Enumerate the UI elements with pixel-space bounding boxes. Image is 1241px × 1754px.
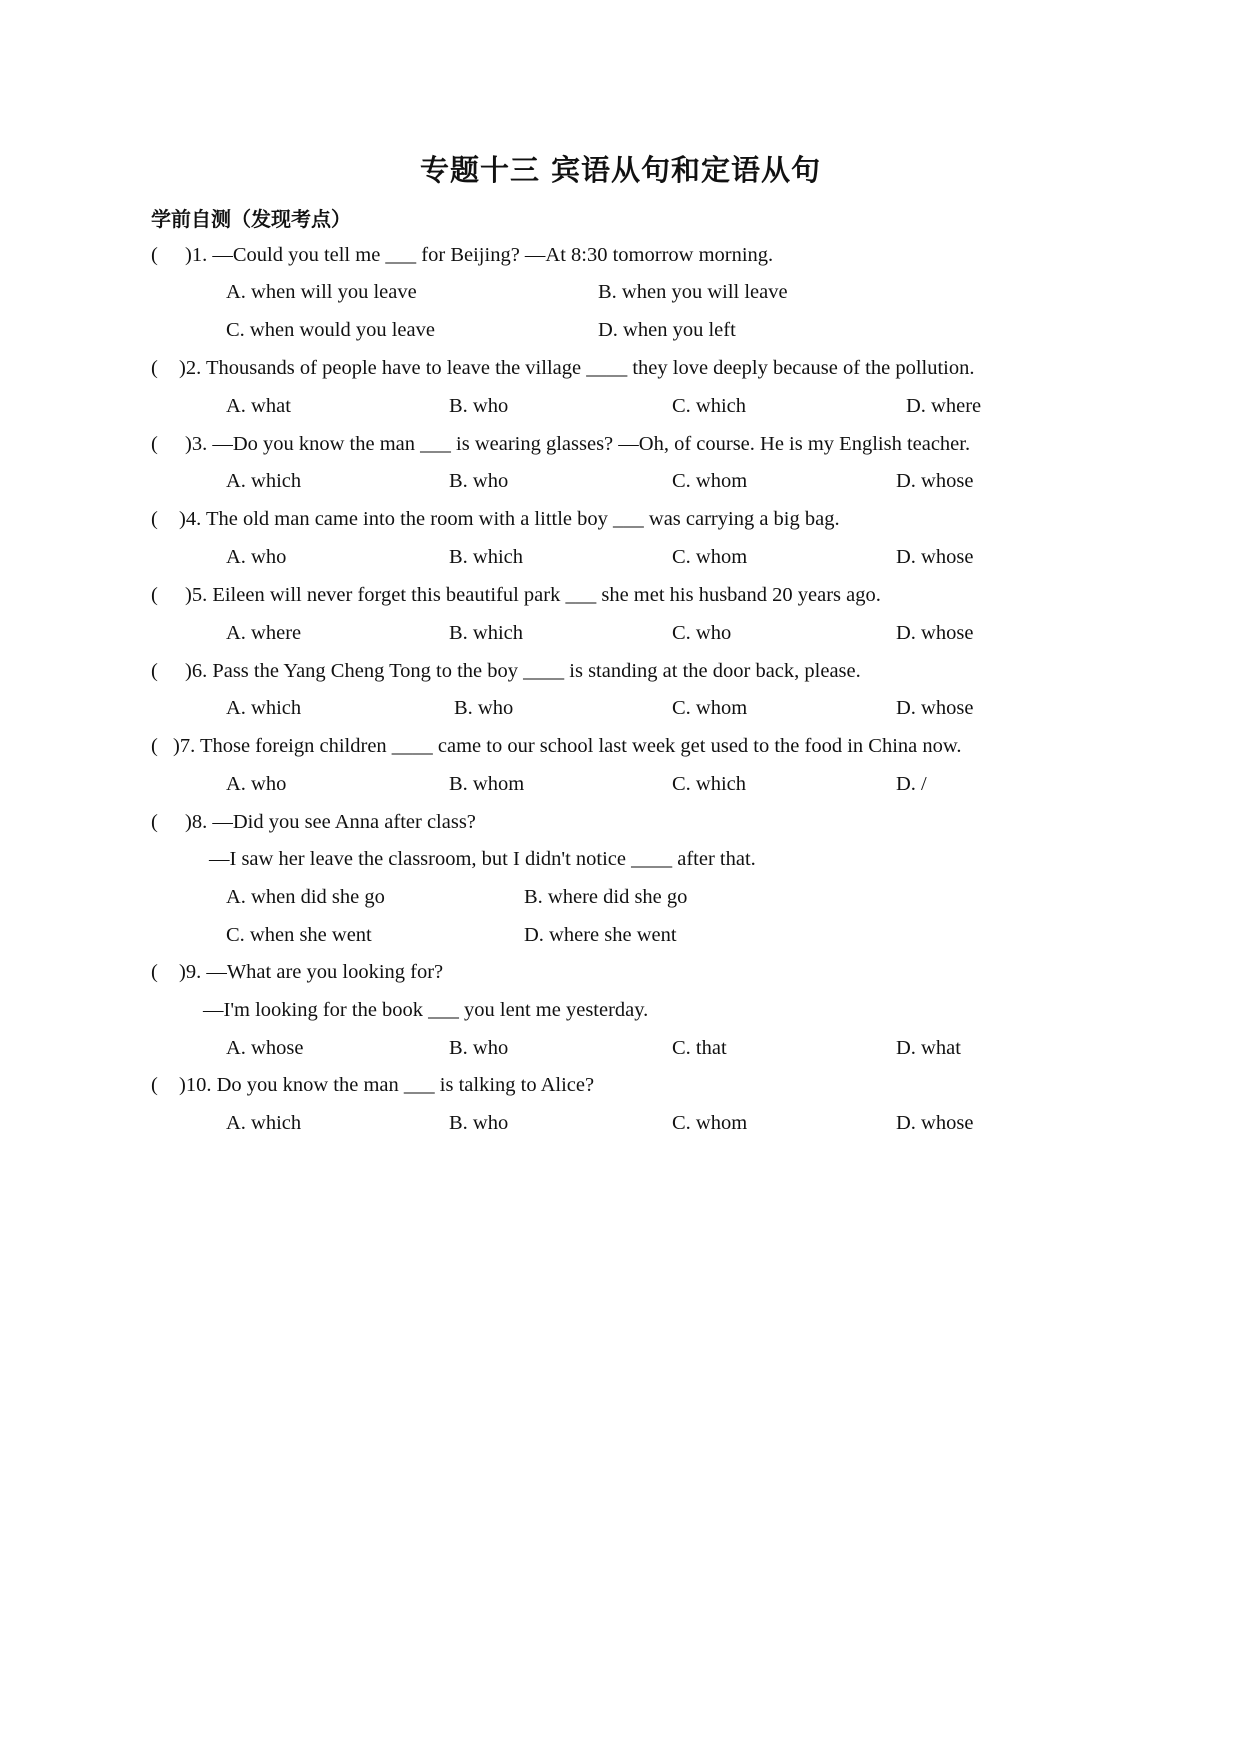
question-stem: )10. Do you know the man ___ is talking to Alice? [179,1074,595,1096]
option-d: D. whose [896,622,974,644]
option-a: A. when did she go [226,886,385,908]
question-stem: )3. —Do you know the man ___ is wearing glasses? —Oh, of course. He is my English teacher. [185,433,971,455]
question-7 [151,734,962,758]
option-d: D. / [896,773,927,795]
question-stem: )1. —Could you tell me ___ for Beijing? —At 8:30 tomorrow morning. [185,244,774,266]
question-stem: )8. —Did you see Anna after class? [185,811,476,833]
question-4 [151,507,840,531]
answer-blank[interactable]: ( [151,508,158,530]
answer-blank[interactable]: ( [151,244,158,266]
answer-blank[interactable]: ( [151,1074,158,1096]
option-b: B. who [449,1112,509,1134]
question-5 [151,583,881,607]
option-a: A. who [226,773,287,795]
option-b: B. whom [449,773,525,795]
answer-blank[interactable]: ( [151,961,158,983]
page-title: 专题十三 宾语从句和定语从句 [419,153,822,187]
option-a: A. what [226,395,291,417]
question-stem: )2. Thousands of people have to leave the village ____ they love deeply because of the pollution. [179,357,975,379]
question-stem: )7. Those foreign children ____ came to our school last week get used to the food in China now. [173,735,962,757]
option-a: A. when will you leave [226,281,417,303]
option-c: C. when she went [226,924,372,946]
option-b: B. who [449,395,509,417]
option-c: C. who [672,622,732,644]
option-a: A. which [226,697,302,719]
option-d: D. where she went [524,924,677,946]
question-10 [151,1073,594,1097]
option-b: B. who [454,697,514,719]
option-b: B. where did she go [524,886,688,908]
option-d: D. where [906,395,982,417]
option-b: B. which [449,546,524,568]
option-a: A. who [226,546,287,568]
question-stem: )6. Pass the Yang Cheng Tong to the boy ____ is standing at the door back, please. [185,660,861,682]
option-b: B. when you will leave [598,281,788,303]
option-d: D. when you left [598,319,736,341]
option-c: C. when would you leave [226,319,435,341]
question-9-reply: —I'm looking for the book ___ you lent me yesterday. [203,999,649,1021]
question-stem: )9. —What are you looking for? [179,961,444,983]
option-d: D. whose [896,1112,974,1134]
option-c: C. whom [672,697,748,719]
question-1 [151,243,773,267]
option-a: A. whose [226,1037,304,1059]
question-8-reply: —I saw her leave the classroom, but I didn't notice ____ after that. [209,848,756,870]
question-2 [151,356,974,380]
option-d: D. whose [896,470,974,492]
option-c: C. which [672,395,747,417]
option-d: D. whose [896,697,974,719]
answer-blank[interactable]: ( [151,433,158,455]
question-stem: )4. The old man came into the room with a little boy ___ was carrying a big bag. [179,508,840,530]
answer-blank[interactable]: ( [151,811,158,833]
option-b: B. which [449,622,524,644]
answer-blank[interactable]: ( [151,584,158,606]
option-b: B. who [449,1037,509,1059]
option-d: D. whose [896,546,974,568]
option-c: C. that [672,1037,727,1059]
question-8 [151,810,476,834]
section-heading: 学前自测（发现考点） [151,207,351,231]
option-b: B. who [449,470,509,492]
question-6 [151,659,861,683]
answer-blank[interactable]: ( [151,660,158,682]
question-stem: )5. Eileen will never forget this beautiful park ___ she met his husband 20 years ago. [185,584,881,606]
option-c: C. whom [672,1112,748,1134]
option-a: A. where [226,622,302,644]
answer-blank[interactable]: ( [151,357,158,379]
question-3 [151,432,970,456]
option-a: A. which [226,470,302,492]
option-c: C. whom [672,470,748,492]
option-c: C. which [672,773,747,795]
option-c: C. whom [672,546,748,568]
question-9 [151,960,443,984]
option-a: A. which [226,1112,302,1134]
option-d: D. what [896,1037,961,1059]
answer-blank[interactable]: ( [151,735,158,757]
